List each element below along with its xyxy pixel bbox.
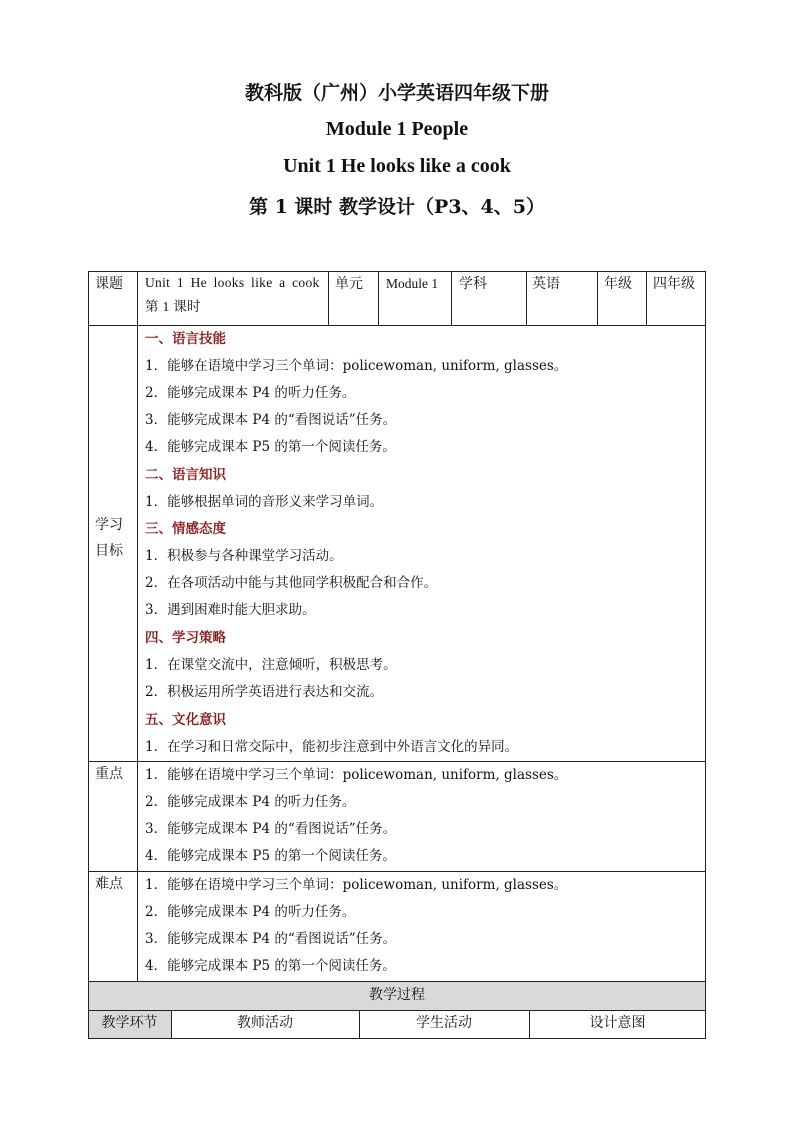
objectives-label: 学习 目标 — [95, 517, 123, 559]
grade-label: 年级 — [604, 276, 632, 292]
topic-value — [145, 273, 325, 317]
subject-value: 英语 — [532, 276, 560, 292]
list-item: 1．积极参与各种课堂学习活动。 — [145, 548, 343, 564]
column-header-student: 学生活动 — [416, 1015, 472, 1031]
key-points-label: 重点 — [95, 766, 123, 782]
module-title: Module 1 People — [325, 118, 469, 140]
section-title: 四、学习策略 — [145, 630, 226, 646]
section-title: 三、情感态度 — [145, 521, 226, 537]
grade-value: 四年级 — [653, 276, 695, 292]
list-item: 4．能够完成课本 P5 的第一个阅读任务。 — [145, 439, 396, 455]
list-item: 4．能够完成课本 P5 的第一个阅读任务。 — [145, 848, 396, 864]
lesson-title: 第 1 课时 教学设计（P3、4、5） — [248, 196, 545, 218]
list-item: 2．能够完成课本 P4 的听力任务。 — [145, 904, 356, 920]
unit-label: 单元 — [335, 276, 363, 292]
unit-title: Unit 1 He looks like a cook — [283, 155, 511, 177]
list-item: 3．能够完成课本 P4 的“看图说话”任务。 — [145, 412, 397, 428]
process-title: 教学过程 — [369, 987, 425, 1003]
list-item: 4．能够完成课本 P5 的第一个阅读任务。 — [145, 958, 396, 974]
list-item: 1．能够根据单词的音形义来学习单词。 — [145, 494, 384, 510]
unit-value: Module 1 — [386, 276, 439, 291]
list-item: 1．能够在语境中学习三个单词：policewoman, uniform, glasses。 — [145, 767, 568, 783]
topic-value-line2: 第 1 课时 — [145, 299, 201, 314]
topic-value-line1: Unit 1 He looks like a cook — [145, 275, 320, 290]
list-item: 2．积极运用所学英语进行表达和交流。 — [145, 684, 384, 700]
list-item: 2．在各项活动中能与其他同学积极配合和合作。 — [145, 575, 438, 591]
column-header-intent: 设计意图 — [589, 1015, 646, 1031]
list-item: 1．在学习和日常交际中，能初步注意到中外语言文化的异同。 — [145, 739, 519, 755]
list-item: 2．能够完成课本 P4 的听力任务。 — [145, 385, 356, 401]
list-item: 3．遇到困难时能大胆求助。 — [145, 602, 316, 618]
document-title: 教科版（广州）小学英语四年级下册 — [244, 82, 549, 104]
section-title: 二、语言知识 — [145, 467, 226, 483]
topic-label: 课题 — [95, 276, 123, 292]
difficulties-label: 难点 — [95, 876, 123, 892]
column-header-teacher: 教师活动 — [237, 1015, 293, 1031]
list-item: 1．在课堂交流中，注意倾听，积极思考。 — [145, 657, 397, 673]
section-title: 五、文化意识 — [145, 712, 226, 728]
subject-label: 学科 — [459, 276, 487, 292]
list-item: 1．能够在语境中学习三个单词：policewoman, uniform, glasses。 — [145, 358, 568, 374]
list-item: 3．能够完成课本 P4 的“看图说话”任务。 — [145, 821, 397, 837]
list-item: 2．能够完成课本 P4 的听力任务。 — [145, 794, 356, 810]
section-title: 一、语言技能 — [145, 331, 226, 347]
list-item: 3．能够完成课本 P4 的“看图说话”任务。 — [145, 931, 397, 947]
list-item: 1．能够在语境中学习三个单词：policewoman, uniform, glasses。 — [145, 877, 568, 893]
column-header-stage: 教学环节 — [101, 1015, 158, 1031]
